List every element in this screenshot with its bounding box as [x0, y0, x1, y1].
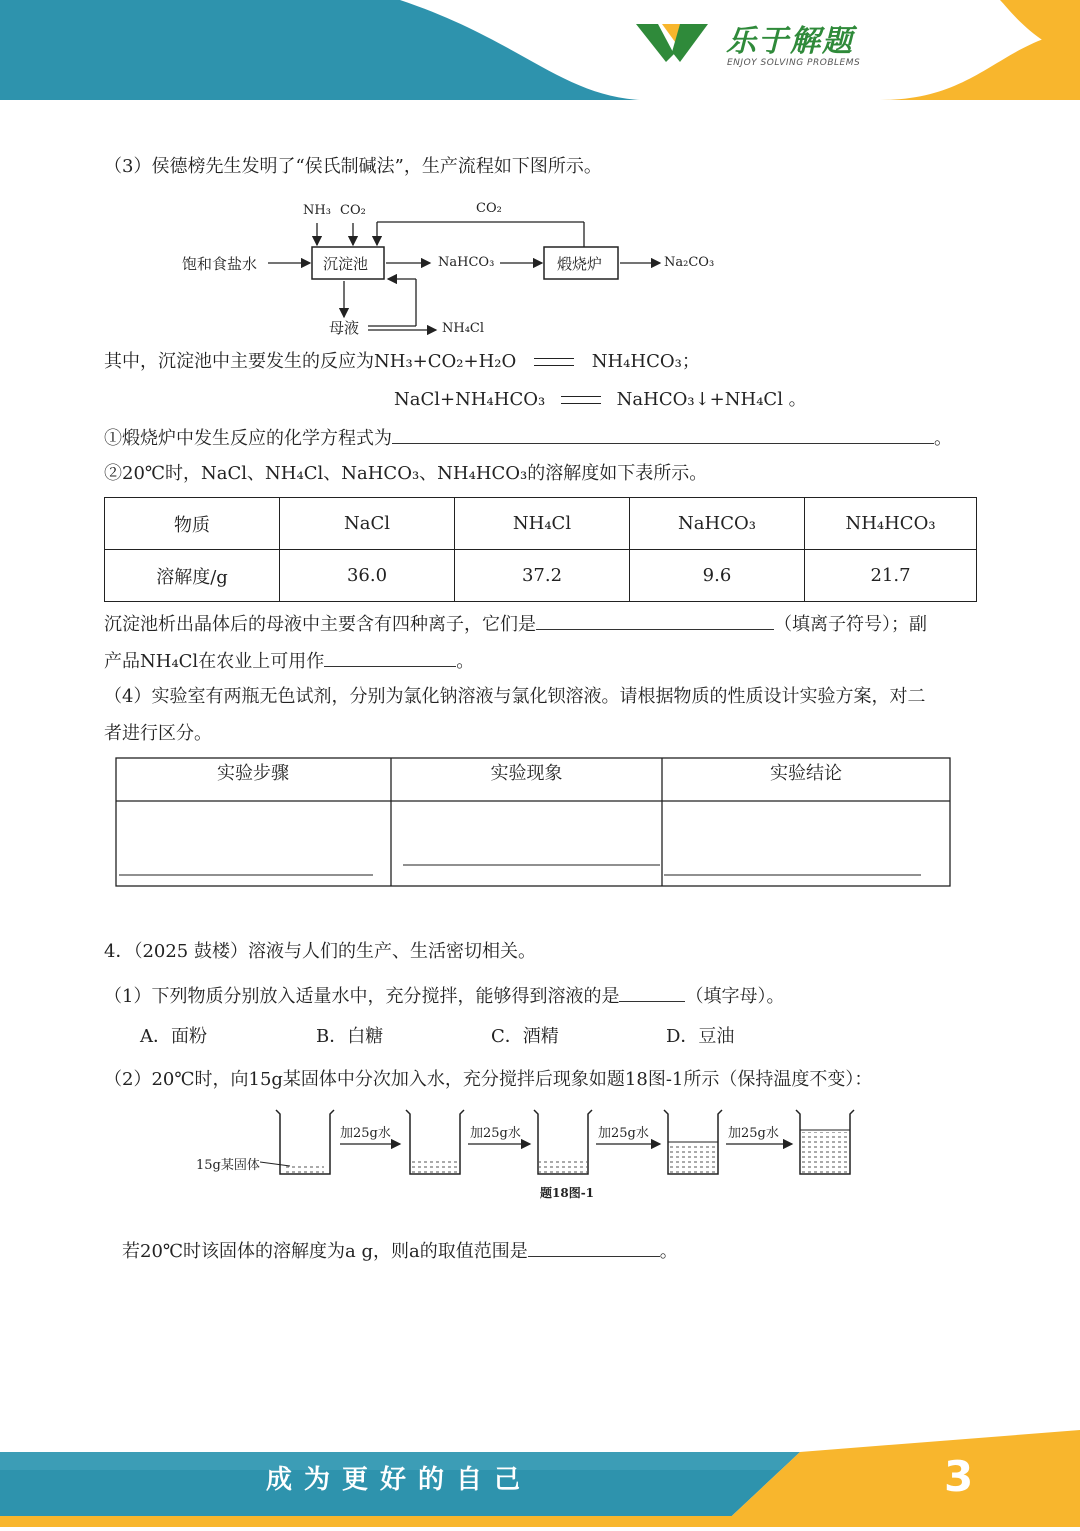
answer-blank-range[interactable]: [528, 1238, 660, 1257]
q3-sub1: [104, 425, 952, 451]
option-d: D．豆油: [666, 1026, 735, 1047]
step-label-1: 加25g水: [340, 1126, 391, 1141]
flow-input-label: 饱和食盐水: [182, 255, 258, 273]
reaction2-reactants: NaCl+NH₄HCO₃: [394, 389, 546, 410]
table-row: [105, 550, 977, 602]
figure-caption: 题18图-1: [540, 1186, 595, 1200]
question4-p1: [104, 983, 784, 1009]
question4-p2: （2）20℃时，向15g某固体中分次加入水，充分搅拌后现象如题18图-1所示（保持温度不变）：: [104, 1069, 873, 1090]
q3-ions-hint: （填离子符号）；副: [774, 614, 927, 635]
experiment-header-phenomena: 实验现象: [490, 763, 563, 784]
table-cell: 溶解度/g: [105, 550, 280, 602]
header-banner: [0, 0, 1080, 112]
flow-nahco3-label: NaHCO₃: [438, 255, 495, 270]
table-row: [105, 498, 977, 550]
table-header-cell: NaCl: [280, 498, 455, 550]
flow-co2-recycle-label: CO₂: [476, 201, 502, 216]
flow-byproduct-label: NH₄Cl: [442, 321, 485, 336]
answer-blank-ions[interactable]: [536, 611, 774, 630]
flow-tank-label: 沉淀池: [323, 255, 369, 273]
table-cell: 21.7: [805, 550, 977, 602]
reaction-line-2: [394, 388, 807, 412]
q3-intro: （3）侯德榜先生发明了“侯氏制碱法”，生产流程如下图所示。: [104, 156, 602, 177]
answer-blank-choice[interactable]: [619, 983, 685, 1002]
answer-blank-equation[interactable]: [392, 425, 934, 444]
question4-p3: [122, 1238, 678, 1264]
table-header-cell: NH₄HCO₃: [805, 498, 977, 550]
header-shapes: [0, 0, 1080, 112]
reaction-intro: 其中，沉淀池中主要发生的反应为NH₃+CO₂+H₂O: [104, 351, 517, 372]
table-cell: 36.0: [280, 550, 455, 602]
q3-ions-text: 沉淀池析出晶体后的母液中主要含有四种离子，它们是: [104, 614, 536, 635]
q3-sub1-text: ①煅烧炉中发生反应的化学方程式为: [104, 428, 392, 449]
experiment-header-steps: 实验步骤: [217, 763, 289, 784]
table-cell: 37.2: [455, 550, 630, 602]
equals-sign: [534, 358, 574, 366]
q3-sub1-end: 。: [934, 428, 952, 449]
q3-ions: [104, 611, 927, 637]
reaction2-products: NaHCO₃↓+NH₄Cl 。: [616, 389, 807, 410]
step-label-4: 加25g水: [728, 1126, 779, 1141]
brand-tagline: ENJOY SOLVING PROBLEMS: [727, 58, 861, 68]
experiment-header-conclusion: 实验结论: [770, 763, 842, 784]
footer-slogan: 成为更好的自己: [266, 1465, 533, 1495]
q3-use: [104, 648, 474, 674]
table-header-cell: 物质: [105, 498, 280, 550]
q3-use-end: 。: [456, 651, 475, 672]
footer-banner: [0, 1430, 1080, 1527]
q3-part4-line1: （4）实验室有两瓶无色试剂，分别为氯化钠溶液与氯化钡溶液。请根据物质的性质设计实验方案，对二: [104, 686, 926, 707]
q3-use-text: 产品NH₄Cl在农业上可用作: [104, 651, 325, 672]
beaker-drawing: [190, 1100, 870, 1210]
flow-nh3-label: NH₃: [303, 203, 331, 218]
question4-title: 4．（2025 鼓楼）溶液与人们的生产、生活密切相关。: [104, 941, 536, 962]
reaction-line-1: [104, 350, 700, 374]
table-header-cell: NH₄Cl: [455, 498, 630, 550]
option-b: B．白糖: [316, 1026, 384, 1047]
beaker-figure: [190, 1100, 870, 1210]
table-header-cell: NaHCO₃: [630, 498, 805, 550]
reaction1-product: NH₄HCO₃；: [591, 351, 700, 372]
flow-diagram: [180, 195, 740, 345]
brand-name: 乐于解题: [726, 24, 854, 59]
flow-furnace-label: 煅烧炉: [557, 255, 603, 273]
solubility-table: [104, 497, 977, 602]
flow-mother-liquor-label: 母液: [329, 319, 360, 337]
question4-p3-text: 若20℃时该固体的溶解度为a g，则a的取值范围是: [122, 1241, 528, 1262]
footer-shapes: [0, 1430, 1080, 1527]
q3-sub2: ②20℃时，NaCl、NH₄Cl、NaHCO₃、NH₄HCO₃的溶解度如下表所示。: [104, 463, 708, 484]
experiment-table: [115, 757, 951, 887]
flow-co2-label: CO₂: [340, 203, 366, 218]
question4-p1-hint: （填字母）。: [685, 986, 785, 1007]
option-a: A．面粉: [140, 1026, 207, 1047]
flow-product-label: Na₂CO₃: [664, 255, 715, 270]
page-number: 3: [944, 1452, 974, 1501]
question4-p3-end: 。: [659, 1241, 678, 1262]
step-label-2: 加25g水: [470, 1126, 521, 1141]
solid-label: 15g某固体: [196, 1158, 260, 1173]
option-c: C．酒精: [491, 1026, 559, 1047]
equals-sign: [561, 396, 601, 404]
table-cell: 9.6: [630, 550, 805, 602]
q3-part4-line2: 者进行区分。: [104, 723, 212, 744]
question4-p1-text: （1）下列物质分别放入适量水中，充分搅拌，能够得到溶液的是: [104, 986, 620, 1007]
step-label-3: 加25g水: [598, 1126, 649, 1141]
answer-blank-use[interactable]: [324, 648, 456, 667]
brand-logo: [636, 20, 716, 64]
